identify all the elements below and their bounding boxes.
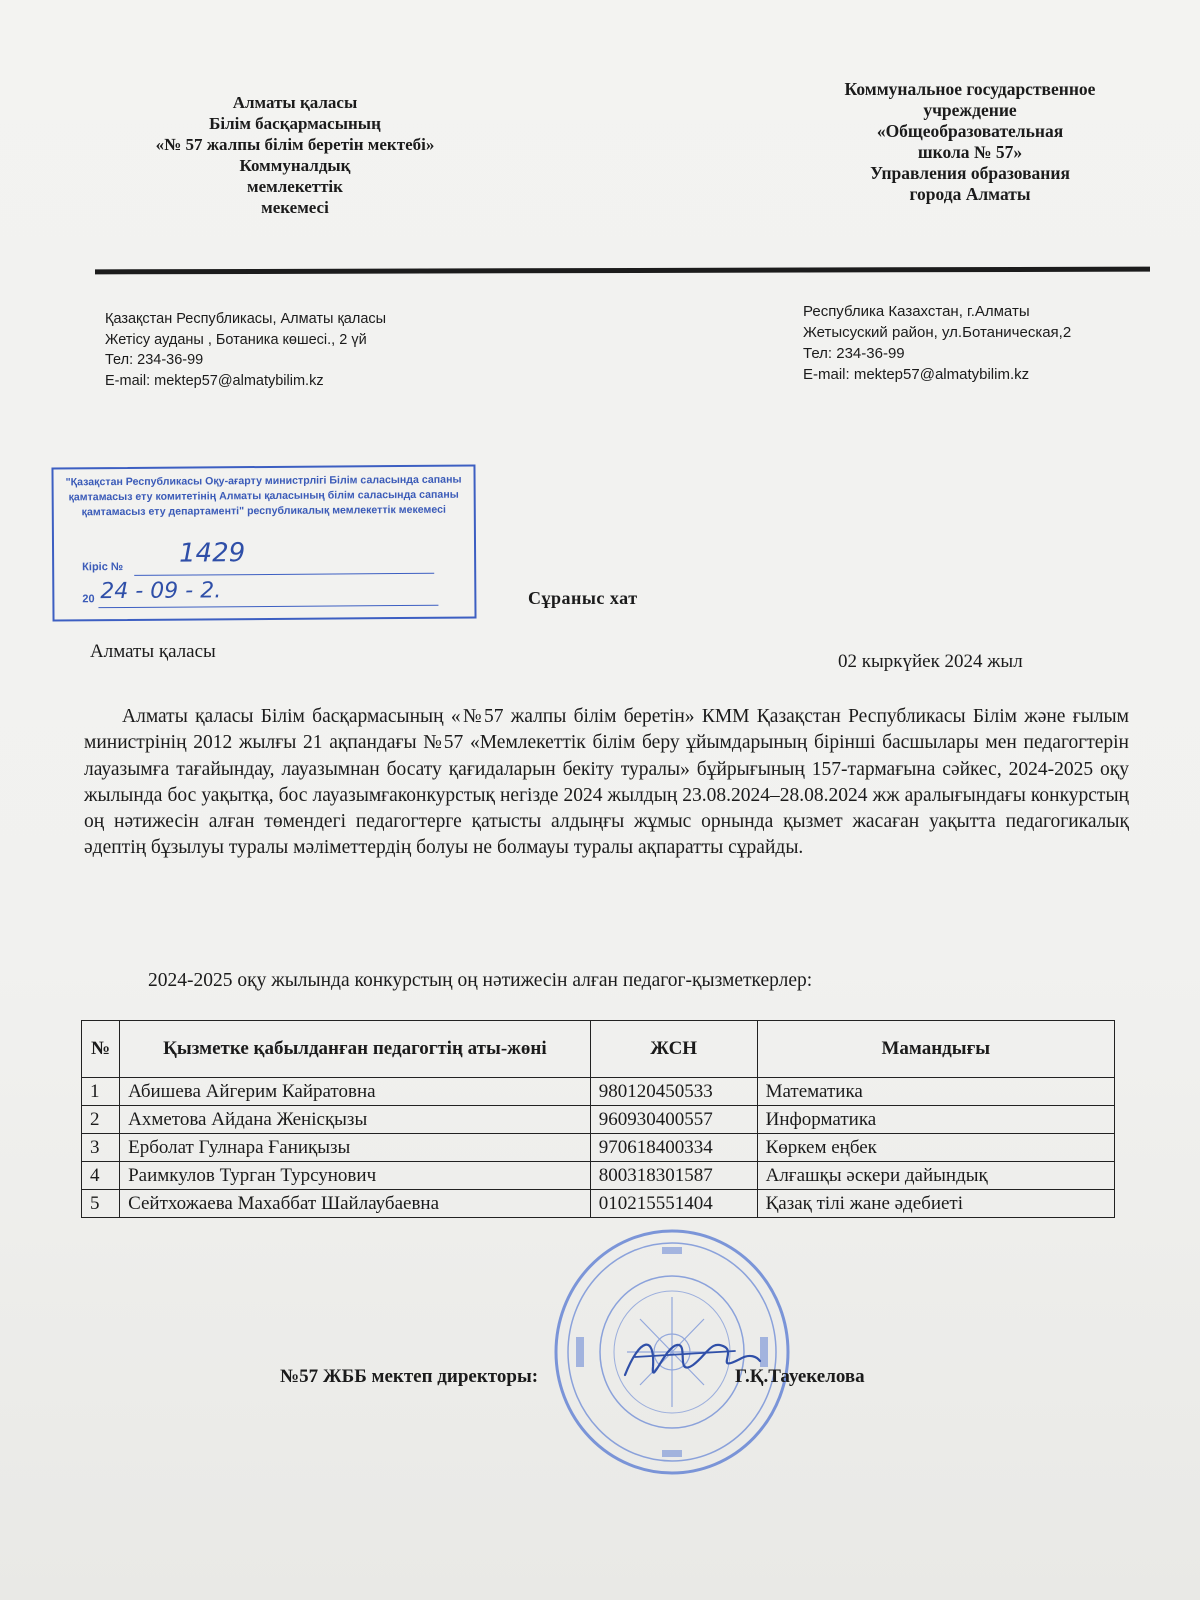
cell-specialty: Алғашқы әскери дайындық <box>757 1162 1114 1190</box>
header-kazakh <box>95 92 495 218</box>
header-line: «№ 57 жалпы білім беретін мектебі» <box>155 135 435 154</box>
header-line: мемлекеттік <box>247 177 343 196</box>
cell-specialty: Көркем еңбек <box>757 1134 1114 1162</box>
table-row <box>82 1134 1115 1162</box>
header-line: мекемесі <box>261 198 329 217</box>
header-iin: ЖСН <box>590 1021 757 1078</box>
header-line: учреждение <box>923 100 1017 120</box>
header-line: «Общеобразовательная <box>876 121 1064 141</box>
address-line: Қазақстан Республикасы, Алматы қаласы <box>105 311 387 327</box>
cell-iin: 960930400557 <box>590 1106 757 1134</box>
header-divider <box>95 267 1150 275</box>
table-row <box>82 1190 1115 1218</box>
cell-name: Абишева Айгерим Кайратовна <box>120 1078 591 1106</box>
cell-number: 1 <box>82 1078 120 1106</box>
cell-iin: 800318301587 <box>590 1162 757 1190</box>
cell-specialty: Қазақ тілі жане әдебиеті <box>757 1190 1114 1218</box>
registration-stamp <box>51 465 476 622</box>
header-line: города Алматы <box>909 184 1031 204</box>
cell-name: Сейтхожаева Махаббат Шайлаубаевна <box>120 1190 591 1218</box>
cell-name: Раимкулов Турган Турсунович <box>120 1162 591 1190</box>
cell-iin: 980120450533 <box>590 1078 757 1106</box>
table-row <box>82 1078 1115 1106</box>
table-row <box>82 1162 1115 1190</box>
header-name: Қызметке қабылданған педагогтің аты-жөні <box>120 1021 591 1078</box>
contacts-kazakh <box>105 309 386 391</box>
cell-number: 5 <box>82 1190 120 1218</box>
stamp-incoming-label: Кіріс № <box>82 560 124 574</box>
address-line: Республика Казахстан, г.Алматы <box>803 303 1030 320</box>
header-line: Управления образования <box>870 163 1070 183</box>
header-number: № <box>82 1021 120 1078</box>
header-line: Алматы қаласы <box>232 93 358 112</box>
email: E-mail: mektep57@almatybilim.kz <box>803 366 1030 383</box>
stamp-underline <box>134 573 434 576</box>
header-specialty: Мамандығы <box>757 1021 1114 1078</box>
signatory-position: №57 ЖББ мектеп директоры: <box>280 1366 539 1387</box>
contacts-russian <box>803 301 1071 385</box>
header-line: Коммуналдық <box>239 156 351 175</box>
header-line: Білім басқармасының <box>209 114 381 133</box>
phone: Тел: 234-36-99 <box>803 345 905 362</box>
letter-city: Алматы қаласы <box>90 641 216 662</box>
phone: Тел: 234-36-99 <box>105 352 204 368</box>
table-row <box>82 1106 1115 1134</box>
cell-number: 2 <box>82 1106 120 1134</box>
stamp-date: 24 - 09 - 2. <box>100 578 222 605</box>
cell-number: 4 <box>82 1162 120 1190</box>
table-header-row <box>82 1021 1115 1078</box>
cell-specialty: Математика <box>757 1078 1114 1106</box>
header-line: Коммунальное государственное <box>844 79 1096 99</box>
letter-date: 02 кыркүйек 2024 жыл <box>838 651 1023 672</box>
cell-iin: 970618400334 <box>590 1134 757 1162</box>
header-line: школа № 57» <box>917 142 1023 162</box>
stamp-text: "Қазақстан Республикасы Оқу-ағарту министрлігі Білім саласында сапаны қамтамасыз ету комитетінің Алматы қаласының білім саласында сапаны қамтамасыз ету департаменті" республикалық мемлекеттік мекемесі <box>65 473 462 519</box>
stamp-incoming-number: 1429 <box>178 538 246 569</box>
cell-iin: 010215551404 <box>590 1190 757 1218</box>
cell-name: Ахметова Айдана Женісқызы <box>120 1106 591 1134</box>
staff-table <box>81 1020 1115 1218</box>
address-line: Жетысуский район, ул.Ботаническая,2 <box>803 324 1072 341</box>
stamp-year-prefix: 20 <box>82 593 95 606</box>
email: E-mail: mektep57@almatybilim.kz <box>105 372 324 389</box>
letter-body: Алматы қаласы Білім басқармасының «№57 жалпы білім беретін» КММ Қазақстан Республикасы Білім және ғылым министрінің 2012 жылғы 21 ақпандағы №57 «Мемлекеттік білім беру ұйымдарының бірінші басшылары мен педагогтерін лауазымға тағайындау, лауазымнан босату қағидаларын бекіту туралы» бұйрығының 157-тармағына сәйкес, 2024-2025 оқу жылында бос уақытқа, бос лауазымғаконкурстық негізде 2024 жылдың 23.08.2024–28.08.2024 жж аралығындағы конкурстың оң нәтижесін алған төмендегі педагогтерге қатысты алдыңғы жұмыс орнында қызмет жасаған уақытта педагогикалық әдептің бұзылуы туралы мәліметтердің болуы не болмауы туралы ақпаратты сұрайды. <box>84 706 1129 859</box>
cell-specialty: Информатика <box>757 1106 1114 1134</box>
stamp-underline <box>98 605 438 608</box>
signatory-name: Г.Қ.Тауекелова <box>735 1366 865 1387</box>
letter-title: Сұраныс хат <box>528 588 638 608</box>
address-line: Жетісу ауданы , Ботаника көшесі., 2 үй <box>105 331 367 348</box>
cell-name: Ерболат Гулнара Ғаниқызы <box>120 1134 591 1162</box>
table-caption: 2024-2025 оқу жылында конкурстың оң нәтижесін алған педагог-қызметкерлер: <box>148 970 813 991</box>
cell-number: 3 <box>82 1134 120 1162</box>
header-russian <box>780 79 1160 205</box>
